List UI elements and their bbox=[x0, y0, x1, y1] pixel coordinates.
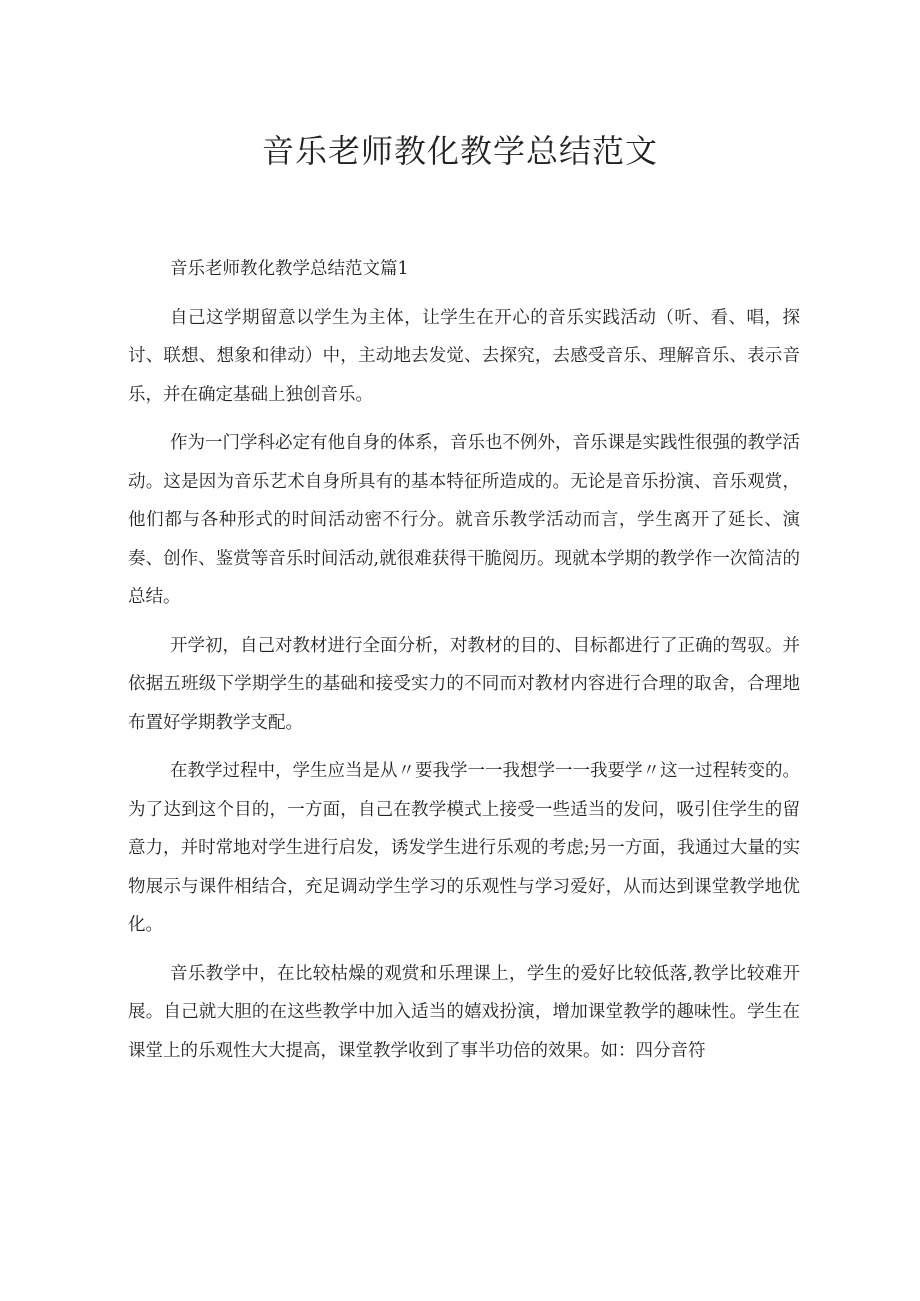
paragraph-1: 自己这学期留意以学生为主体，让学生在开心的音乐实践活动（听、看、唱，探讨、联想、想象和律动）中，主动地去发觉、去探究，去感受音乐、理解音乐、表示音乐，并在确定基础上独创音乐。 bbox=[128, 307, 800, 405]
paragraph-4: 在教学过程中，学生应当是从〃要我学一一我想学一一我要学〃这一过程转变的。为了达到这个目的，一方面，自己在教学模式上接受一些适当的发问，吸引住学生的留意力，并时常地对学生进行启发，诱发学生进行乐观的考虑;另一方面，我通过大量的实物展示与课件相结合，充足调动学生学习的乐观性与学习爱好，从而达到课堂教学地优化。 bbox=[128, 761, 800, 935]
document-title: 音乐老师教化教学总结范文 bbox=[261, 132, 658, 170]
document-body bbox=[128, 250, 800, 1070]
section-heading: 音乐老师教化教学总结范文篇1 bbox=[170, 259, 409, 279]
paragraph-5: 音乐教学中，在比较枯燥的观赏和乐理课上，学生的爱好比较低落,教学比较难开展。自己就大胆的在这些教学中加入适当的嬉戏扮演，增加课堂教学的趣味性。学生在课堂上的乐观性大大提高，课堂教学收到了事半功倍的效果。如：四分音符 bbox=[128, 963, 800, 1061]
paragraph-2: 作为一门学科必定有他自身的体系，音乐也不例外，音乐课是实践性很强的教学活动。这是因为音乐艺术自身所具有的基本特征所造成的。无论是音乐扮演、音乐观赏，他们都与各种形式的时间活动密不行分。就音乐教学活动而言，学生离开了延长、演奏、创作、鉴赏等音乐时间活动,就很难获得干脆阅历。现就本学期的教学作一次简洁的总结。 bbox=[128, 433, 800, 607]
paragraph-3: 开学初，自己对教材进行全面分析，对教材的目的、目标都进行了正确的驾驭。并依据五班级下学期学生的基础和接受实力的不同而对教材内容进行合理的取舍，合理地布置好学期教学支配。 bbox=[128, 635, 800, 733]
